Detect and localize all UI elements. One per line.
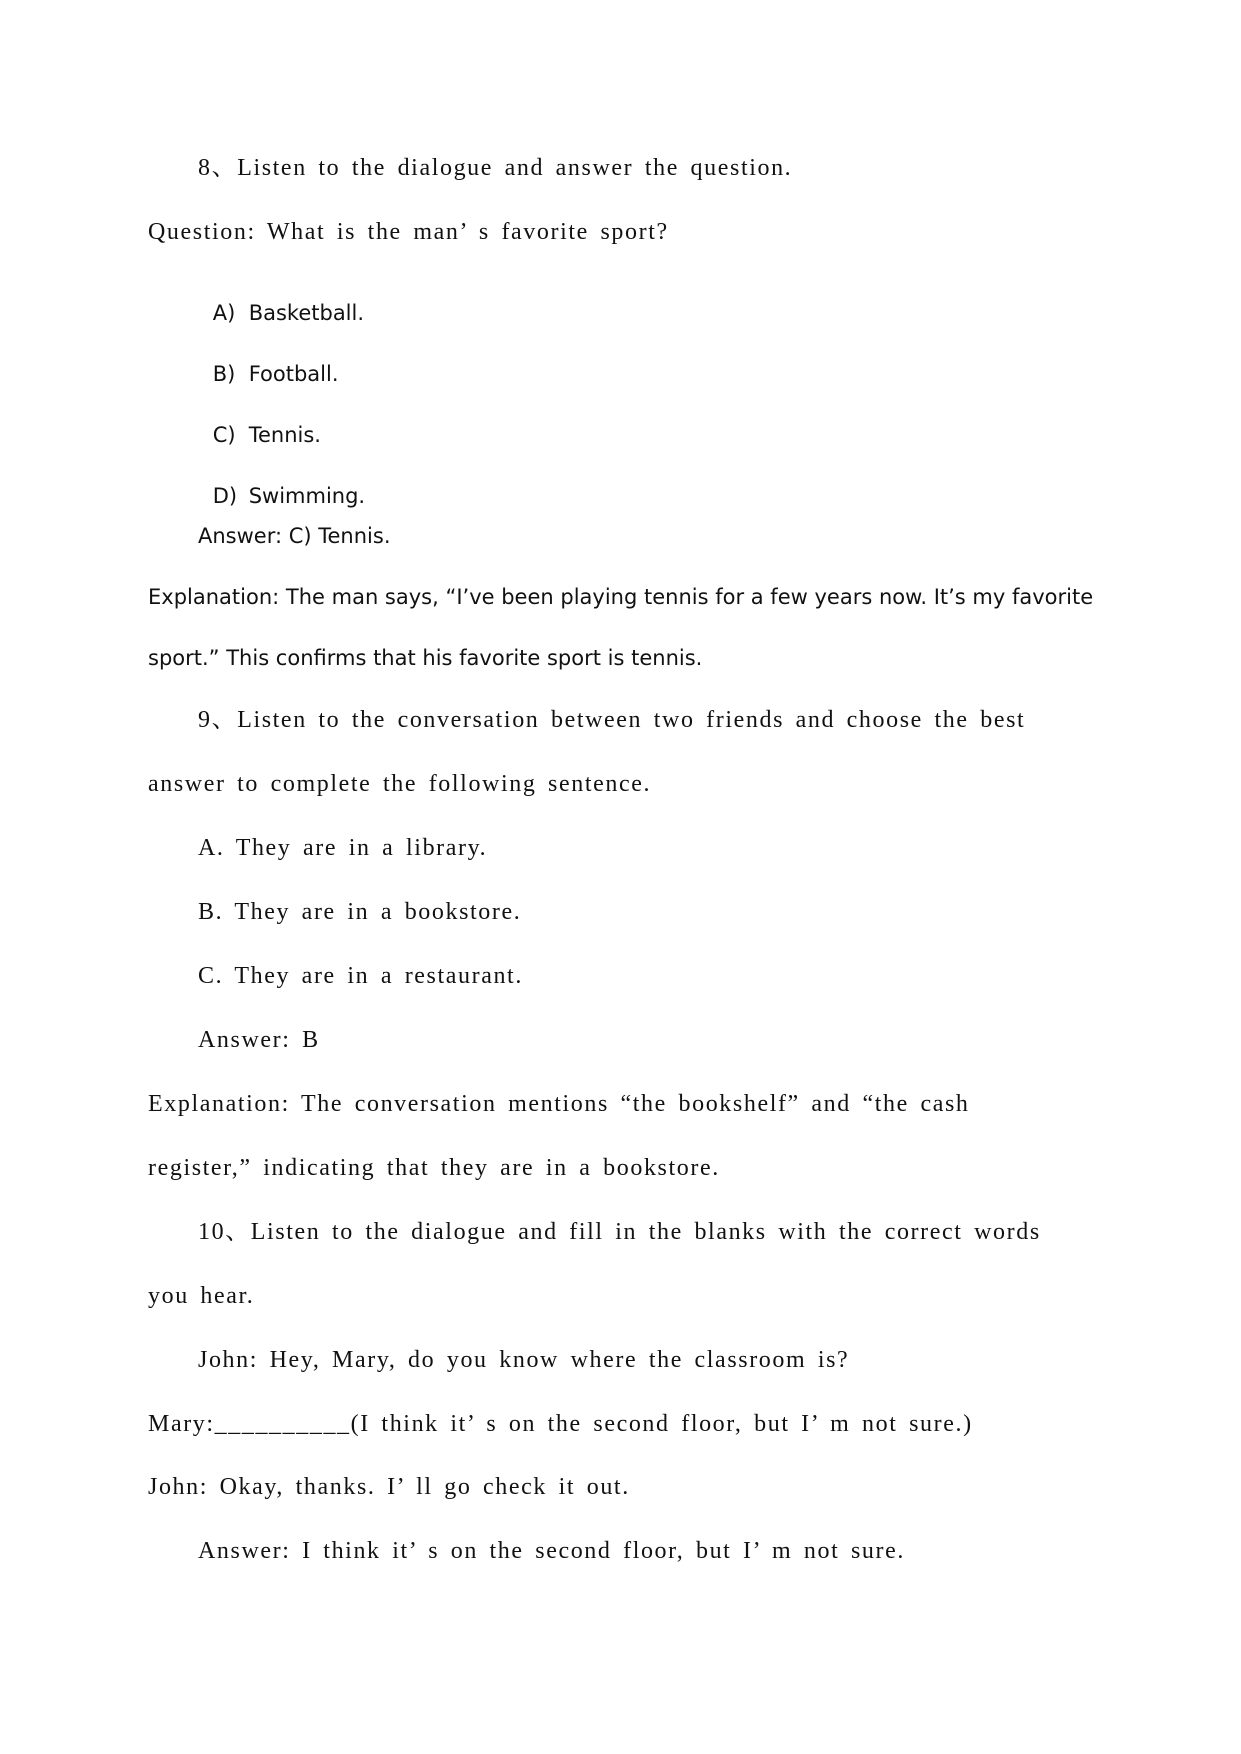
option-text: Football. — [248, 362, 339, 386]
option-letter: C) — [212, 423, 236, 447]
q10-answer: Answer: I think it’ s on the second floor, but I’ m not sure. — [198, 1538, 905, 1564]
q9-explanation-line2: register,” indicating that they are in a bookstore. — [148, 1155, 720, 1181]
q8-answer: Answer: C) Tennis. — [198, 524, 391, 548]
option-letter: D) — [212, 484, 238, 508]
q8-option-b — [186, 343, 339, 406]
option-letter: B) — [212, 362, 236, 386]
q10-prompt-line2: you hear. — [148, 1283, 255, 1309]
q9-explanation-line1: Explanation: The conversation mentions “the bookshelf” and “the cash — [148, 1091, 970, 1117]
q9-prompt-line1: 9、Listen to the conversation between two friends and choose the best — [198, 707, 1026, 733]
q9-prompt-line2: answer to complete the following sentence. — [148, 771, 652, 797]
q8-question: Question: What is the man’ s favorite sport? — [148, 219, 669, 245]
q8-option-d — [186, 465, 365, 528]
q8-explanation-line1: Explanation: The man says, “I’ve been playing tennis for a few years now. It’s my favorite — [148, 585, 1094, 609]
q10-prompt-line1: 10、Listen to the dialogue and fill in the blanks with the correct words — [198, 1219, 1041, 1245]
q9-option-c: C. They are in a restaurant. — [198, 963, 523, 989]
option-text: Tennis. — [248, 423, 321, 447]
option-text: Basketball. — [248, 301, 365, 325]
q9-option-b: B. They are in a bookstore. — [198, 899, 522, 925]
q8-prompt: 8、Listen to the dialogue and answer the question. — [198, 155, 793, 181]
q10-dialogue-john-2: John: Okay, thanks. I’ ll go check it out. — [148, 1474, 630, 1500]
option-letter: A) — [212, 301, 236, 325]
q8-option-c — [186, 404, 321, 467]
q8-explanation-line2: sport.” This confirms that his favorite sport is tennis. — [148, 646, 703, 670]
q9-option-a: A. They are in a library. — [198, 835, 488, 861]
option-text: Swimming. — [248, 484, 366, 508]
q9-answer: Answer: B — [198, 1027, 320, 1053]
q10-dialogue-mary: Mary:__________(I think it’ s on the second floor, but I’ m not sure.) — [148, 1411, 973, 1437]
q8-option-a — [186, 282, 364, 345]
q10-dialogue-john-1: John: Hey, Mary, do you know where the classroom is? — [198, 1347, 850, 1373]
